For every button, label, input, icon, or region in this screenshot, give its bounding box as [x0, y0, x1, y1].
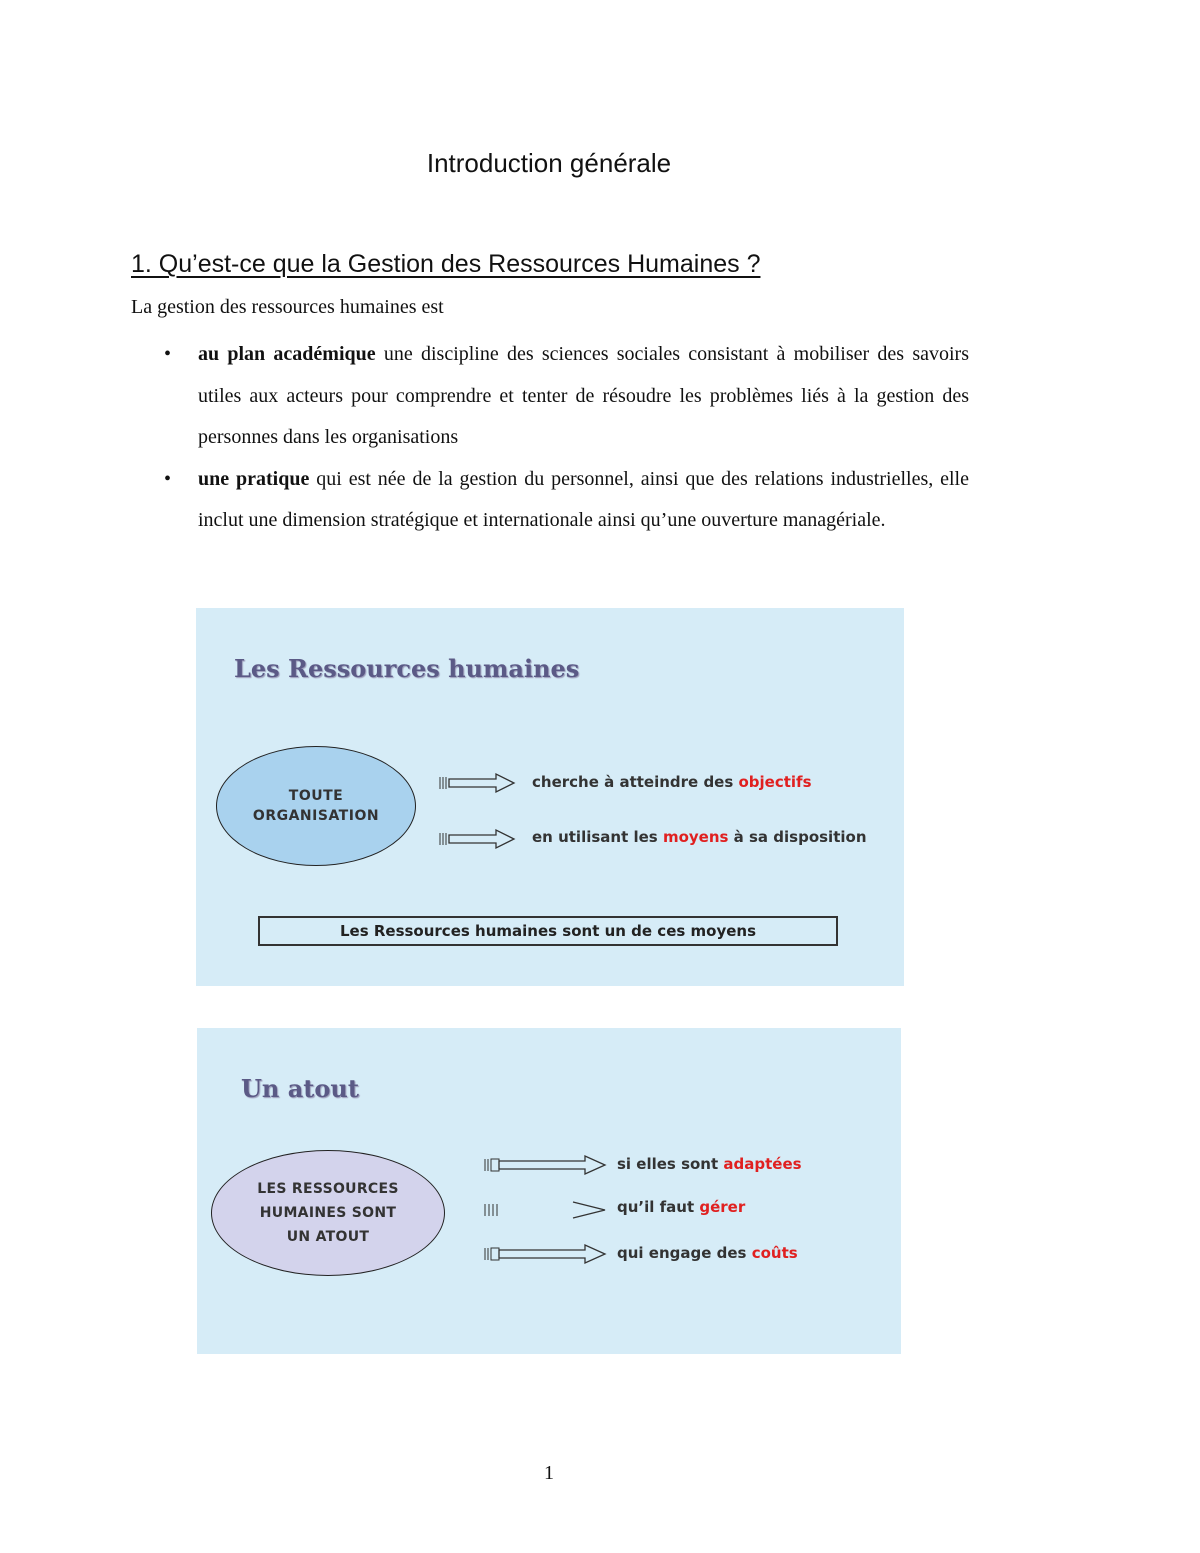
page-title: Introduction générale: [426, 148, 672, 178]
arrow-icon: [483, 1198, 609, 1222]
slide-row-text: cherche à atteindre des objectifs: [532, 773, 812, 791]
slide-title: Un atout: [241, 1074, 359, 1103]
slide-row-text: qu’il faut gérer: [617, 1198, 746, 1216]
bullet-marker: •: [164, 467, 172, 490]
bullet-item: [164, 459, 969, 542]
bullet-text: une discipline des sciences sociales consistant à mobiliser des savoirs utiles aux acteurs pour comprendre et tenter de résoudre les problèmes liés à la gestion des personnes dans les organisations: [198, 343, 969, 448]
slide-title: Les Ressources humaines: [234, 654, 580, 683]
slide-row-text: si elles sont adaptées: [617, 1155, 802, 1173]
slide-un-atout: [197, 1028, 901, 1354]
arrow-icon: [483, 1243, 609, 1265]
intro-paragraph: La gestion des ressources humaines est: [131, 296, 444, 318]
page-number: 1: [544, 1462, 554, 1484]
arrow-icon: [483, 1154, 609, 1176]
organisation-oval: [216, 746, 416, 866]
oval-label: TOUTE ORGANISATION: [252, 788, 380, 824]
arrow-icon: [438, 828, 518, 850]
slide-row-text: qui engage des coûts: [617, 1244, 798, 1262]
bullet-bold-term: au plan académique: [198, 343, 376, 365]
bullet-list: [164, 334, 969, 542]
slide-row-text: en utilisant les moyens à sa disposition: [532, 828, 867, 846]
oval-label: LES RESSOURCES HUMAINES SONT UN ATOUT: [257, 1181, 399, 1245]
bullet-bold-term: une pratique: [198, 467, 310, 490]
bullet-item: [164, 334, 969, 459]
arrow-icon: [438, 772, 518, 794]
bullet-marker: •: [164, 343, 172, 365]
section-heading: 1. Qu’est-ce que la Gestion des Ressources Humaines ?: [131, 250, 761, 278]
atout-oval: [211, 1150, 445, 1276]
slide-ressources-humaines: [196, 608, 904, 986]
bullet-text: qui est née de la gestion du personnel, ainsi que des relations industrielles, elle inclut une dimension stratégique et internationale ainsi qu’une ouverture managériale.: [198, 467, 969, 531]
summary-box: Les Ressources humaines sont un de ces moyens: [258, 916, 838, 946]
